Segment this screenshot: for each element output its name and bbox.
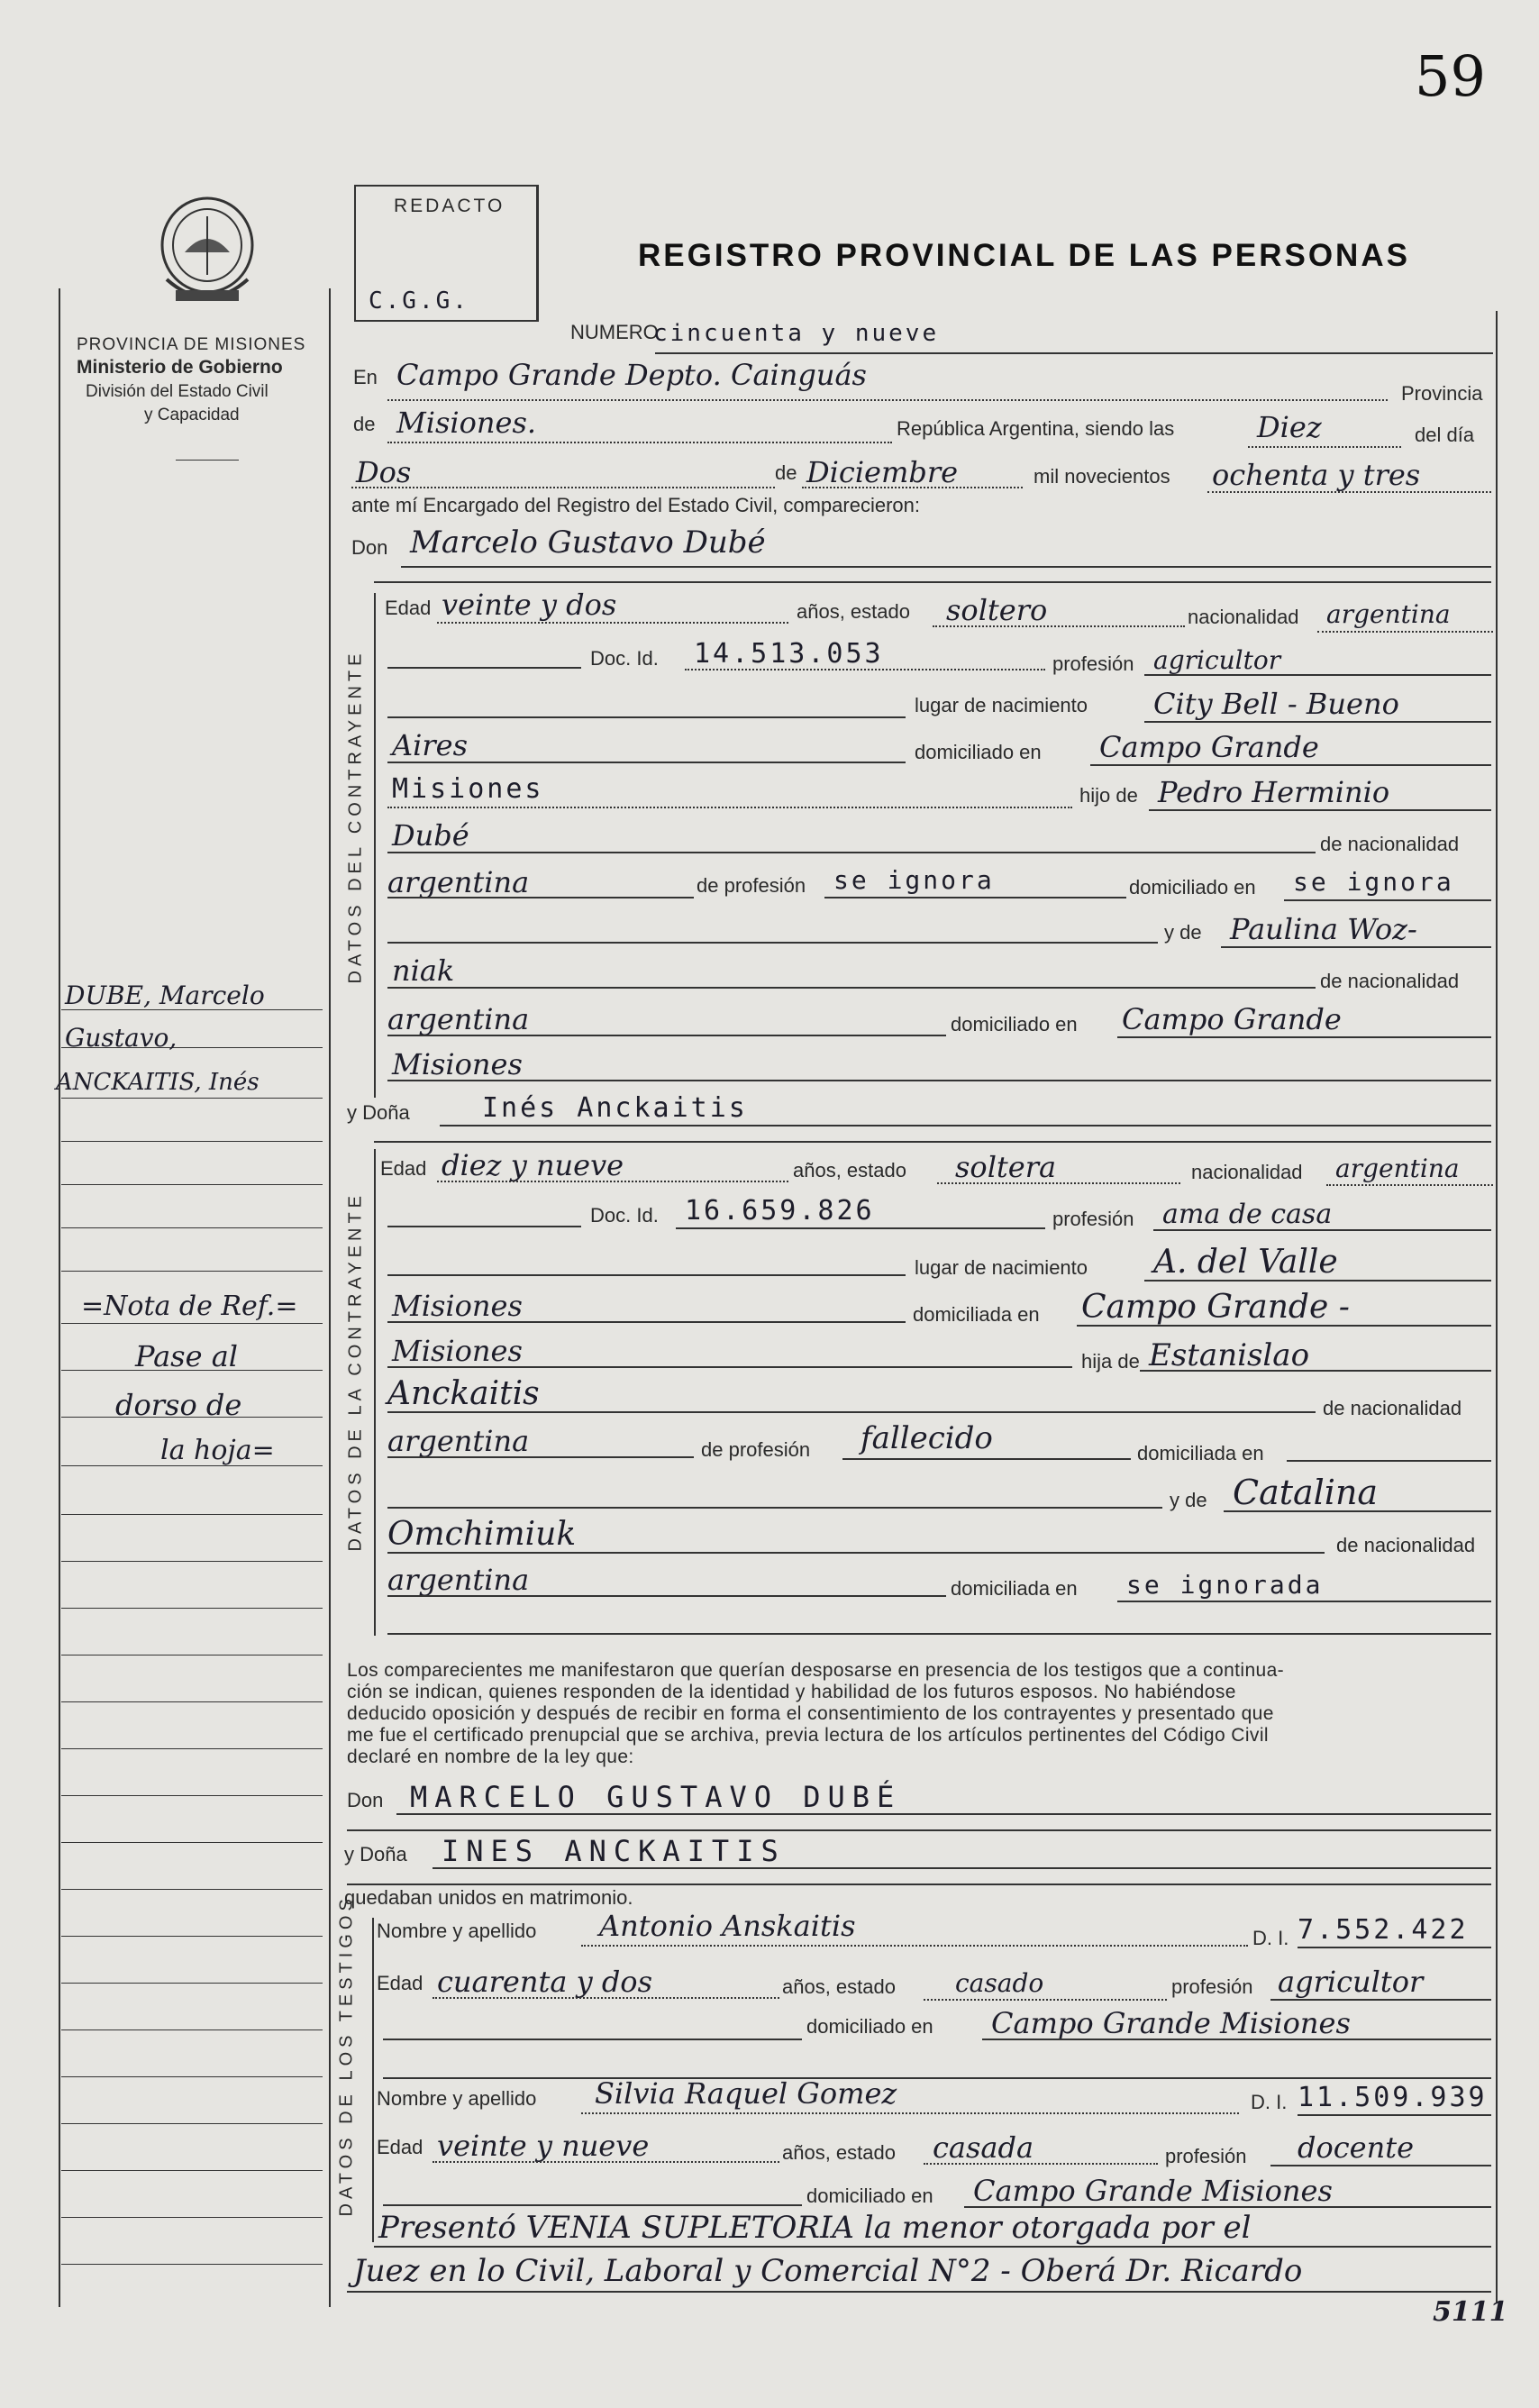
hora-value: Diez	[1257, 410, 1322, 444]
bride-domicilio-2: Misiones	[392, 1334, 523, 1368]
bride-madre-domicilio: se ignorada	[1126, 1570, 1324, 1600]
margin-note-2: Pase al	[135, 1339, 239, 1373]
declaration-don-value: MARCELO GUSTAVO DUBÉ	[410, 1780, 902, 1814]
bride-profesion: ama de casa	[1162, 1199, 1333, 1230]
witness-2-profesion-label: profesión	[1165, 2145, 1247, 2167]
groom-padre-2-line	[387, 852, 1316, 853]
bride-doc: 16.659.826	[685, 1195, 875, 1227]
witness-1-di-line	[1298, 1947, 1491, 1948]
groom-padre-profesion: se ignora	[833, 865, 995, 895]
witness-2-profesion: docente	[1298, 2130, 1415, 2165]
witness-2-edad-label: Edad	[377, 2136, 423, 2158]
groom-lugar-2-line	[387, 762, 906, 763]
groom-madre-2-line	[387, 987, 1316, 989]
groom-padre-prof-line	[824, 897, 1126, 898]
groom-domicilio-2-line	[387, 807, 1072, 808]
de-mes-label: de	[775, 461, 797, 484]
sidebar-left-border	[59, 288, 60, 2307]
groom-madre-line	[1221, 946, 1491, 948]
sidebar-division-2: y Capacidad	[144, 406, 240, 424]
groom-madre-dom-label: domiciliado en	[951, 1013, 1078, 1035]
bride-name-line-2	[374, 1141, 1491, 1143]
groom-padre-2: Dubé	[392, 818, 469, 853]
bride-edad: diez y nueve	[442, 1148, 624, 1182]
bride-madre-dom-label: domiciliada en	[951, 1577, 1078, 1600]
sidebar-right-border	[329, 288, 331, 2307]
bride-lugar-2-line	[387, 1321, 906, 1323]
republica-label: República Argentina, siendo las	[897, 417, 1175, 440]
groom-don-label: Don	[351, 536, 388, 559]
groom-madre-2: niak	[392, 953, 455, 988]
bride-dona-label: y Doña	[347, 1101, 410, 1124]
declaration-dona-line	[433, 1867, 1491, 1869]
bottom-note-line-2: Juez en lo Civil, Laboral y Comercial N°2 - Oberá Dr. Ricardo	[353, 2253, 1303, 2289]
groom-domicilio-line	[1090, 764, 1491, 766]
groom-domiciliado-label: domiciliado en	[915, 741, 1042, 763]
dia-value: Dos	[356, 455, 412, 489]
sidebar-division: División del Estado Civil	[86, 382, 269, 401]
groom-padre-nacionalidad: argentina	[387, 865, 530, 899]
footer-mark: 5111	[1433, 2296, 1508, 2328]
margin-note-1: =Nota de Ref.=	[81, 1291, 298, 1322]
bride-estado-line	[937, 1182, 1180, 1184]
groom-lugar-leader	[387, 716, 906, 718]
witness-1-nombre-label: Nombre y apellido	[377, 1920, 537, 1942]
groom-doc-label: Doc. Id.	[590, 647, 659, 670]
margin-note-4: la hoja=	[160, 1435, 275, 1466]
mes-line	[802, 487, 1023, 488]
groom-name-line	[401, 566, 1491, 568]
groom-madre-domicilio-2: Misiones	[392, 1047, 523, 1081]
bride-madre-1: Catalina	[1233, 1473, 1379, 1512]
groom-doc-leader	[387, 667, 581, 669]
bride-padre-nac-label: de nacionalidad	[1323, 1397, 1462, 1419]
witness-1-bottom-line	[383, 2077, 1491, 2079]
groom-madre-1: Paulina Woz-	[1230, 912, 1417, 946]
anio-value: ochenta y tres	[1212, 458, 1421, 492]
witness-1-profesion: agricultor	[1278, 1965, 1424, 1999]
groom-estado-line	[933, 625, 1185, 627]
witness-2-edad-line	[433, 2161, 779, 2163]
declaration-line-1: Los comparecientes me manifestaron que querían desposarse en presencia de los testigos que a continua-	[347, 1660, 1285, 1681]
groom-padre-nac-line	[387, 897, 694, 898]
bride-lugar-2: Misiones	[392, 1289, 523, 1323]
bride-madre-2-line	[387, 1552, 1325, 1554]
declaration-dona-value: INES ANCKAITIS	[442, 1834, 786, 1868]
witness-block-border	[372, 1918, 374, 2242]
bottom-note-line-1: Presentó VENIA SUPLETORIA la menor otorgada por el	[378, 2210, 1252, 2246]
bride-estado: soltera	[955, 1150, 1057, 1184]
groom-lugar-label: lugar de nacimiento	[915, 694, 1088, 716]
bride-edad-label: Edad	[380, 1157, 427, 1180]
bride-lugar-label: lugar de nacimiento	[915, 1256, 1088, 1279]
groom-madre-dom-line	[1117, 1036, 1491, 1038]
groom-doc-line	[685, 669, 1045, 670]
margin-name-2: Gustavo,	[65, 1023, 178, 1053]
bride-domicilio-line	[1077, 1325, 1491, 1327]
bride-padre-2: Anckaitis	[387, 1375, 540, 1412]
groom-padre-domicilio: se ignora	[1293, 867, 1454, 897]
bride-profesion-label: profesión	[1052, 1208, 1134, 1230]
witness-side-label: DATOS DE LOS TESTIGOS	[336, 1894, 357, 2217]
witness-2-edad: veinte y nueve	[437, 2129, 650, 2163]
witness-2-domicilio: Campo Grande Misiones	[973, 2174, 1333, 2208]
bride-doc-line	[676, 1227, 1045, 1229]
groom-domicilio-2: Misiones	[392, 773, 544, 805]
bride-doc-label: Doc. Id.	[590, 1204, 659, 1227]
bride-madre-line	[1224, 1510, 1491, 1512]
witness-2-nombre-line	[581, 2112, 1239, 2114]
groom-edad-line	[437, 622, 788, 624]
groom-profesion-line	[1144, 674, 1491, 676]
groom-y-de-label: y de	[1164, 921, 1202, 944]
witness-1-estado-line	[924, 1999, 1167, 2001]
de-line	[387, 442, 892, 443]
witness-1-nombre: Antonio Anskaitis	[599, 1909, 856, 1943]
groom-edad: veinte y dos	[442, 588, 617, 622]
en-line	[387, 399, 1388, 401]
groom-madre-leader	[387, 942, 1158, 944]
witness-1-di-label: D. I.	[1252, 1927, 1289, 1949]
witness-1-domicilio: Campo Grande Misiones	[991, 2006, 1351, 2040]
bride-doc-leader	[387, 1226, 581, 1227]
groom-edad-label: Edad	[385, 597, 432, 619]
witness-1-domiciliado-label: domiciliado en	[806, 2015, 933, 2038]
bride-block-border	[374, 1149, 376, 1636]
witness-1-anios-label: años, estado	[782, 1975, 896, 1998]
margin-name-1: DUBE, Marcelo	[65, 981, 265, 1010]
declaration-don-line	[396, 1813, 1491, 1815]
bride-padre-1: Estanislao	[1149, 1337, 1310, 1373]
main-right-border	[1496, 311, 1498, 2303]
redacto-label: REDACTO	[394, 196, 505, 216]
bride-madre-nac-label: de nacionalidad	[1336, 1534, 1476, 1556]
bottom-note-line-2-rule	[347, 2291, 1491, 2293]
bride-madre-2: Omchimiuk	[387, 1516, 577, 1553]
groom-madre-domicilio-1: Campo Grande	[1122, 1002, 1342, 1036]
bride-padre-profesion: fallecido	[861, 1420, 993, 1456]
en-label: En	[353, 366, 378, 388]
bride-anios-label: años, estado	[793, 1159, 906, 1181]
groom-madre-nac-line	[387, 1035, 946, 1036]
bride-lugar-leader	[387, 1274, 906, 1276]
bride-lugar: A. del Valle	[1153, 1244, 1338, 1281]
bride-domicilio-1: Campo Grande -	[1081, 1289, 1350, 1326]
bride-padre-dom-label: domiciliada en	[1137, 1442, 1264, 1464]
groom-name-line-2	[374, 581, 1491, 583]
witness-2-di-line	[1298, 2114, 1491, 2116]
witness-2-nombre: Silvia Raquel Gomez	[595, 2076, 897, 2111]
groom-profesion: agricultor	[1153, 645, 1281, 675]
groom-nacionalidad-line	[1317, 631, 1493, 633]
witness-2-estado-line	[924, 2163, 1158, 2165]
bride-block-bottom-line	[387, 1633, 1491, 1635]
groom-lugar-1: City Bell - Bueno	[1153, 687, 1399, 721]
witness-1-edad: cuarenta y dos	[437, 1965, 652, 1999]
witness-1-estado: casado	[955, 1968, 1044, 1998]
bride-padre-nacionalidad: argentina	[387, 1424, 530, 1458]
bride-hija-label: hija de	[1081, 1350, 1140, 1373]
numero-value: cincuenta y nueve	[653, 320, 940, 347]
groom-domicilio-1: Campo Grande	[1099, 730, 1319, 764]
bride-padre-line	[1140, 1370, 1491, 1372]
bride-madre-nacionalidad: argentina	[387, 1563, 530, 1597]
declaration-closing: quedaban unidos en matrimonio.	[344, 1886, 633, 1909]
sidebar-province: PROVINCIA DE MISIONES	[77, 335, 306, 354]
witness-1-di: 7.552.422	[1298, 1914, 1469, 1946]
witness-2-nombre-label: Nombre y apellido	[377, 2087, 537, 2110]
groom-madre-nac-label: de nacionalidad	[1320, 970, 1460, 992]
bride-lugar-line	[1144, 1280, 1491, 1282]
groom-madre-nacionalidad: argentina	[387, 1002, 530, 1036]
provincia-label: Provincia	[1401, 382, 1483, 405]
witness-1-edad-label: Edad	[377, 1972, 423, 1994]
bride-nacionalidad: argentina	[1335, 1154, 1460, 1183]
bride-name-line	[440, 1125, 1491, 1126]
witness-1-profesion-label: profesión	[1171, 1975, 1253, 1998]
groom-madre-dom-2-line	[387, 1080, 1491, 1081]
de-label: de	[353, 413, 376, 435]
witness-2-estado: casada	[933, 2130, 1034, 2165]
declaration-line-5: declaré en nombre de la ley que:	[347, 1747, 634, 1767]
bride-profesion-line	[1153, 1229, 1491, 1231]
witness-1-domicilio-line	[982, 2039, 1491, 2040]
groom-profesion-label: profesión	[1052, 652, 1134, 675]
bride-padre-nac-line	[387, 1456, 694, 1458]
bride-madre-dom-line	[1117, 1601, 1491, 1602]
bride-nacionalidad-line	[1326, 1184, 1493, 1186]
groom-padre-dom-line	[1284, 899, 1491, 901]
witness-2-dom-leader	[383, 2204, 802, 2206]
declaration-line-2: ción se indican, quienes responden de la identidad y habilidad de los futuros esposos. No habiéndose	[347, 1682, 1236, 1702]
witness-1-dom-leader	[383, 2039, 802, 2040]
margin-note-3: dorso de	[115, 1388, 242, 1422]
groom-anios-label: años, estado	[797, 600, 910, 623]
bride-name: Inés Anckaitis	[482, 1092, 748, 1124]
groom-name: Marcelo Gustavo Dubé	[410, 524, 766, 561]
bride-padre-dom-line	[1287, 1460, 1491, 1462]
declaration-don-label: Don	[347, 1789, 384, 1811]
declaration-dona-label: y Doña	[344, 1843, 407, 1865]
groom-hijo-label: hijo de	[1079, 784, 1138, 807]
anio-line	[1207, 491, 1491, 493]
bride-edad-line	[437, 1181, 788, 1182]
de-value: Misiones.	[396, 406, 537, 440]
declaration-line-3: deducido oposición y después de recibir en forma el consentimiento de los contrayentes y presentado que	[347, 1703, 1274, 1724]
bride-domicilio-2-line	[387, 1366, 1072, 1368]
bride-nacionalidad-label: nacionalidad	[1191, 1161, 1303, 1183]
witness-1-profesion-line	[1270, 1999, 1491, 2001]
groom-nacionalidad-label: nacionalidad	[1188, 606, 1299, 628]
ante-label: ante mí Encargado del Registro del Estado Civil, comparecieron:	[351, 494, 920, 516]
registry-title: REGISTRO PROVINCIAL DE LAS PERSONAS	[638, 238, 1410, 273]
redacto-box	[354, 185, 539, 322]
groom-block-border	[374, 593, 376, 1098]
sidebar-ministry: Ministerio de Gobierno	[77, 357, 283, 378]
groom-doc: 14.513.053	[694, 638, 884, 670]
numero-label: NUMERO	[570, 321, 659, 343]
groom-padre-prof-label: de profesión	[697, 874, 806, 897]
groom-padre-nac-label: de nacionalidad	[1320, 833, 1460, 855]
groom-side-label: DATOS DEL CONTRAYENTE	[345, 649, 366, 984]
witness-1-nombre-line	[581, 1945, 1248, 1947]
bride-padre-prof-label: de profesión	[701, 1438, 811, 1461]
groom-lugar-2: Aires	[392, 728, 468, 762]
groom-padre-1: Pedro Herminio	[1158, 775, 1390, 809]
hora-line	[1248, 446, 1401, 448]
redacto-value: C.G.G.	[369, 287, 469, 315]
page-number: 59	[1415, 43, 1486, 109]
mes-value: Diciembre	[806, 455, 959, 489]
margin-name-3: ANCKAITIS, Inés	[56, 1069, 260, 1096]
bride-domiciliada-label: domiciliada en	[913, 1303, 1040, 1326]
mil-label: mil novecientos	[1034, 465, 1170, 488]
bride-padre-prof-line	[842, 1458, 1131, 1460]
numero-line	[655, 352, 1493, 354]
witness-2-domiciliado-label: domiciliado en	[806, 2185, 933, 2207]
groom-padre-line	[1149, 809, 1491, 811]
declaration-line-4: me fue el certificado prenupcial que se archiva, previa lectura de los artículos pertinentes del Código Civil	[347, 1725, 1269, 1746]
witness-2-profesion-line	[1270, 2165, 1491, 2166]
del-dia-label: del día	[1415, 424, 1475, 446]
witness-2-anios-label: años, estado	[782, 2141, 896, 2164]
witness-2-di-label: D. I.	[1251, 2091, 1288, 2113]
groom-nacionalidad: argentina	[1326, 599, 1451, 629]
dia-line	[351, 487, 775, 488]
bride-madre-nac-line	[387, 1595, 946, 1597]
groom-lugar-line	[1144, 721, 1491, 723]
witness-1-edad-line	[433, 1997, 779, 1999]
bride-y-de-label: y de	[1170, 1489, 1207, 1511]
groom-padre-dom-label: domiciliado en	[1129, 876, 1256, 898]
witness-2-di: 11.509.939	[1298, 2082, 1488, 2113]
sidebar-divider	[176, 460, 239, 461]
coat-of-arms-emblem	[149, 189, 266, 315]
declaration-don-line-2	[347, 1829, 1491, 1831]
bride-side-label: DATOS DE LA CONTRAYENTE	[345, 1190, 366, 1552]
witness-2-domicilio-line	[964, 2206, 1491, 2208]
groom-estado: soltero	[946, 593, 1048, 627]
declaration-dona-line-2	[347, 1884, 1491, 1885]
bottom-note-line-1-rule	[374, 2246, 1491, 2248]
bride-madre-leader	[387, 1507, 1162, 1509]
bride-padre-2-line	[387, 1411, 1316, 1413]
en-value: Campo Grande Depto. Cainguás	[396, 358, 867, 392]
